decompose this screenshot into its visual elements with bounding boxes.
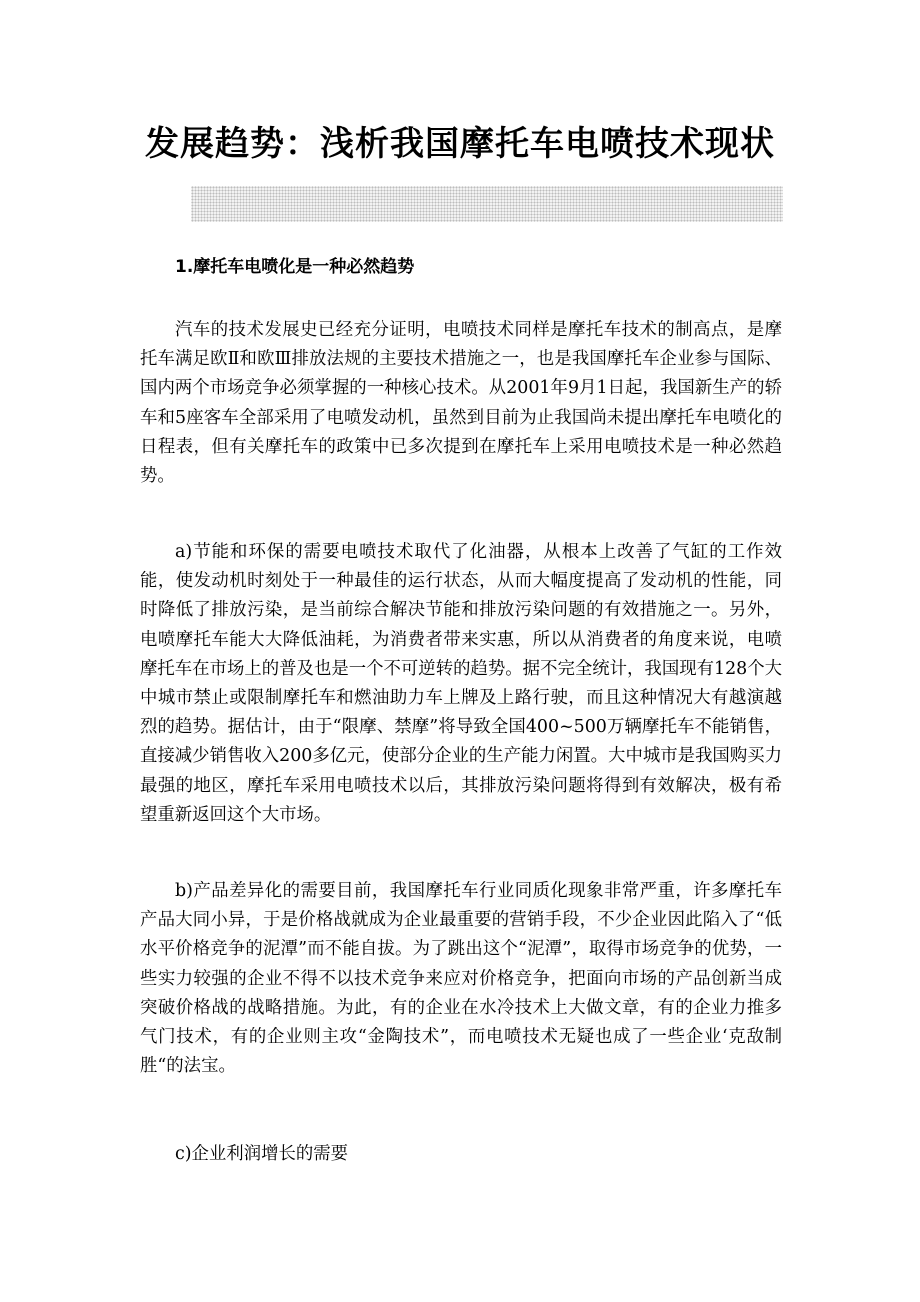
document-title: 发展趋势：浅析我国摩托车电喷技术现状 <box>145 124 775 164</box>
paragraph-a: a)节能和环保的需要电喷技术取代了化油器，从根本上改善了气缸的工作效能，使发动机时刻处于一种最佳的运行状态，从而大幅度提高了发动机的性能，同时降低了排放污染，是当前综合解决节能和排放污染问题的有效措施之一。另外，电喷摩托车能大大降低油耗，为消费者带来实惠，所以从消费者的角度来说，电喷摩托车在市场上的普及也是一个不可逆转的趋势。据不完全统计，我国现有128个大中城市禁止或限制摩托车和燃油助力车上牌及上路行驶，而且这种情况大有越演越烈的趋势。据估计，由于“限摩、禁摩”将导致全国400~500万辆摩托车不能销售，直接减少销售收入200多亿元，使部分企业的生产能力闲置。大中城市是我国购买力最强的地区，摩托车采用电喷技术以后，其排放污染问题将得到有效解决，极有希望重新返回这个大市场。 <box>140 542 782 825</box>
paragraph-c: c)企业利润增长的需要 <box>175 1144 349 1164</box>
paragraph-intro: 汽车的技术发展史已经充分证明，电喷技术同样是摩托车技术的制高点，是摩托车满足欧Ⅱ和欧Ⅲ排放法规的主要技术措施之一，也是我国摩托车企业参与国际、国内两个市场竞争必须掌握的一种核心技术。从2001年9月1日起，我国新生产的轿车和5座客车全部采用了电喷发动机，虽然到目前为止我国尚未提出摩托车电喷化的日程表，但有关摩托车的政策中已多次提到在摩托车上采用电喷技术是一种必然趋势。 <box>140 320 782 487</box>
section-heading: 1.摩托车电喷化是一种必然趋势 <box>175 257 415 277</box>
paragraph-b: b)产品差异化的需要目前，我国摩托车行业同质化现象非常严重，许多摩托车产品大同小异，于是价格战就成为企业最重要的营销手段，不少企业因此陷入了“低水平价格竞争的泥潭”而不能自拔。为了跳出这个“泥潭”，取得市场竞争的优势，一些实力较强的企业不得不以技术竞争来应对价格竞争，把面向市场的产品创新当成突破价格战的战略措施。为此，有的企业在水冷技术上大做文章，有的企业力推多气门技术，有的企业则主攻“金陶技术”，而电喷技术无疑也成了一些企业‘克敌制胜“的法宝。 <box>140 881 782 1077</box>
dotted-separator-band <box>191 186 783 222</box>
